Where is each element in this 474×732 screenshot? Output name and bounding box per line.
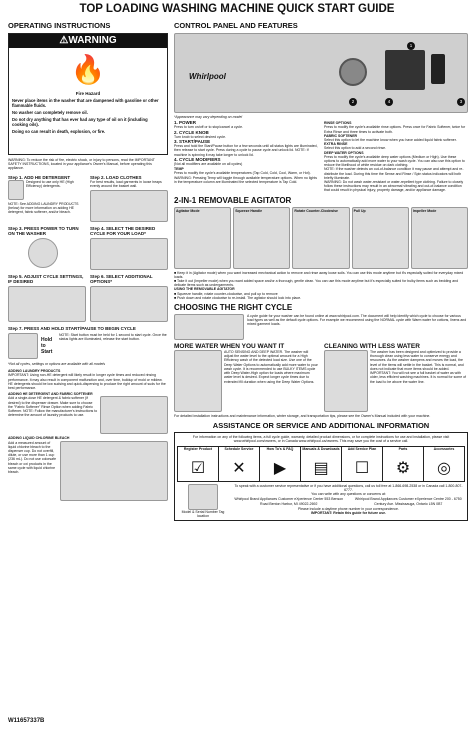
removable-agitator-heading: USING THE REMOVABLE AGITATOR (174, 287, 235, 292)
contact-section (177, 484, 465, 518)
video-icon: ▶ (273, 459, 287, 477)
hold-to-start: Hold to Start (41, 337, 53, 356)
step-3 (8, 226, 86, 270)
warning-banner: ⚠WARNING (9, 34, 167, 48)
less-water-text: The washer has been designed and optimized to provide a thorough clean using less water to conserve energy and resources. As the washer dampens and moves the load, the level of the items will settle in the basket. This is normal, and does not indicate that more items should be added. IMPORTANT: You will not see a full basket of water as with older, less efficient washing machines. It is normal for some of the load to be above the water line. (370, 350, 467, 384)
model-tag (177, 484, 229, 518)
feature-power-text: Press to turn on/off or to stop/cancel a cycle. (174, 125, 243, 130)
step-4 (90, 226, 168, 270)
step-6 (90, 274, 168, 322)
cycle-settings-image (8, 286, 86, 322)
contact-info (232, 484, 465, 518)
step-1-text: Designed to use only HE (High Efficiency) detergents. (26, 179, 74, 188)
remove-step-2-text: Push down and rotate clockwise to re-install. The agitator should lock into place. (177, 295, 302, 300)
agitator-steps (174, 207, 468, 269)
choose-cycle-heading: CHOOSING THE RIGHT CYCLE (174, 303, 293, 313)
operating-instructions-heading: OPERATING INSTRUCTIONS (8, 21, 111, 30)
register-icon: ☑ (190, 459, 206, 477)
temp-text: Press to modify the cycle's available temperatures (Tap Cold, Cold, Cool, Warm, or Hot). WARNING: Pressing Temp will toggle through available temperature options. When no lights in the temperature column are illuminated the selected temperature is Tap Cold. (174, 171, 317, 184)
remove-step-2: ■ Push down and rotate clockwise to re-install. The agitator should lock into place. (174, 295, 302, 300)
safety-warning-text: WARNING: To reduce the risk of fire, electric shock, or injury to persons, read the IMPORTANT SAFETY INSTRUCTIONS, located in your appliance's Owner's Manual, before operating this appliance. (8, 158, 155, 171)
temp-heading: TEMP (174, 167, 184, 172)
laundry-note: NOTE: See ADDING LAUNDRY PRODUCTS (below) for more information on adding HE detergent, fabric softener, and/or bleach. (8, 201, 79, 215)
panel-note: *Appearance may vary depending on model (174, 115, 243, 119)
feature-cycle-knob-text: Turn knob to select desired cycle. (174, 134, 227, 139)
step-4-title: Step 4. SELECT THE DESIRED CYCLE FOR YOUR LOAD* (90, 226, 156, 237)
footnote: *Not all cycles, settings or options are available with all models (8, 362, 106, 367)
service-grid (177, 446, 465, 482)
options-image (90, 286, 168, 322)
agitator-col-label: Squeeze Handle (235, 208, 263, 213)
agitator-step-1 (174, 207, 231, 269)
detergent-text: Add a single-dose HE detergent & fabric softener (if desired) to the dispenser drawer. Make sure to choose the "Fabric Softener" Rinse Option when adding Fabric Softener. NOTE: Follow the manufacturer's instructions to determine the amount of laundry products to use. (8, 396, 98, 418)
features (174, 121, 468, 192)
steps-row-1 (8, 175, 168, 222)
washer-icon (188, 484, 218, 510)
register-product[interactable] (178, 447, 219, 481)
clothing-icons (174, 314, 244, 340)
feature-start-pause: 3. START/PAUSE (174, 139, 211, 145)
model-tag-label: Model & Serial Number Tag location (181, 509, 225, 518)
step-7 (8, 333, 168, 359)
agitator-col-label: Agitator Mode (176, 208, 200, 213)
warning-label: WARNING (68, 35, 117, 46)
accessories[interactable] (424, 447, 464, 481)
page-title: TOP LOADING WASHING MACHINE QUICK START GUIDE (79, 3, 395, 15)
step-5 (8, 274, 86, 322)
basket-clothes-image (90, 190, 168, 222)
feature-cycle-knob: 2. CYCLE KNOB (174, 129, 209, 135)
callout-1: 1 (407, 42, 415, 50)
step-2 (90, 175, 168, 222)
schedule-service[interactable] (219, 447, 260, 481)
hose-icon: ◎ (437, 459, 451, 477)
write-text: You can write with any questions or concerns at: (311, 492, 386, 497)
water-sections (174, 343, 468, 412)
detergent-heading: ADDING HE DETERGENT AND FABRIC SOFTENER (8, 392, 93, 397)
warning-line-2: No washer can completely remove oil. (12, 110, 88, 116)
features-left (174, 121, 318, 192)
bleach-text: Add a measured amount of liquid chlorine bleach to the dispenser cup. Do not overfill, dilute, or use more than 1 cup (236 mL). Do not use colorsafe bleach or oxi products in the same cycle with liquid chlorine bleach. (8, 440, 57, 475)
more-water-text: AUTO SENSING AND DEEP WATER. The washer will adjust the water level to the optimal amount for a High Efficiency wash of the detected load size. Use one of the Deep Water Options to automatically add more water to your wash cycle. It is recommended to use BULKY ITEMS cycle with Deep Water-High option for loads where maximum water level is desired. Expect longer cycle times due to extended fill duration when using the Deep Water Options. (224, 350, 318, 384)
agitator-step-2 (233, 207, 290, 269)
callout-2: 2 (349, 98, 357, 106)
register-product-label: Register Product (183, 446, 213, 451)
rinse-text: Press to modify the cycle's available rinse options. Press once for Fabric Softener, twice for Extra Rinse and three times to activate both. (324, 125, 466, 134)
tools-icon: ✕ (232, 459, 246, 477)
deep-water-text: Press to modify the cycle's available deep water options (Medium or High). Use these options to automatically add more water to your wash cycle. You can also use this option to reduce the likelihood of white residue on dark clothing. (324, 154, 465, 168)
canada-address: Whirlpool Brand Appliances Customer eXperience Centre 200 - 6750 Century Ave. Mississauga, Ontario L5N 0B7 (354, 497, 462, 506)
bleach-section (8, 441, 168, 501)
addresses (232, 497, 465, 505)
extra-rinse-text: Select this option to add a second rinse. (324, 146, 387, 151)
us-address: Whirlpool Brand Appliances Customer eXperience Center 553 Benson Road Benton Harbor, MI 49022-2692 (234, 497, 344, 506)
callout-3: 3 (457, 98, 465, 106)
parts[interactable] (383, 447, 424, 481)
more-water-heading: MORE WATER WHEN YOU WANT IT (174, 343, 285, 351)
how-tos-faq[interactable] (260, 447, 301, 481)
rinse-heading: RINSE OPTIONS (324, 121, 352, 126)
dispenser-image (100, 396, 168, 434)
agitator-col-label: Pull Up (353, 208, 366, 213)
fabric-softener-text: Select this option to let the machine know when you have added liquid fabric softener. (324, 138, 457, 143)
step-1 (8, 175, 86, 222)
less-water-body (324, 350, 468, 412)
control-panel-heading: CONTROL PANEL AND FEATURES (174, 21, 298, 30)
brand-logo: Whirlpool (189, 72, 226, 81)
choose-cycle-text: A cycle guide for your washer can be found online at www.whirlpool.com. The document will help identify which cycle to choose for various load types as well as the default cycle options. For example we recommend using the NORMAL cycle with Warm water for cottons, linens and mixed garment loads. (247, 314, 467, 327)
schedule-service-label: Schedule Service (224, 446, 254, 451)
assistance-heading: ASSISTANCE OR SERVICE AND ADDITIONAL INFORMATION (212, 421, 430, 431)
agitator-bullet-1: ■ Keep it in (Agitator mode) when you want increased mechanical action to remove and rinse away loose soils. You can use this mode anytime but it's especially suited for everyday mixed loads. (174, 270, 464, 279)
gear-icon: ⚙ (395, 459, 411, 477)
status-panel (385, 50, 425, 90)
retain-note: IMPORTANT: Retain this guide for future use. (311, 510, 386, 515)
cycle-knob-image (90, 238, 168, 270)
agitator-step-4 (352, 207, 409, 269)
step-7-text: NOTE: Start button must be held for 1 second to start cycle. Once the status lights are illuminated, release the start button. (58, 333, 167, 342)
agitator-heading: 2-IN-1 REMOVABLE AGITATOR (174, 195, 292, 205)
deep-water-image (174, 350, 222, 412)
fire-icon: 🔥 (70, 54, 106, 85)
power-button (431, 54, 445, 84)
assistance-text: For information on any of the following items, a full cycle guide, warranty, detailed product dimensions, or for complete instructions for use and installation, please visit www.whirlpool.com/owners, or in Canada www.whirlpool.ca/owners. This may save you the cost of a service call. (192, 435, 450, 444)
feature-modifiers: 4. CYCLE MODIFIERS (174, 156, 221, 162)
steps-row-2 (8, 226, 168, 270)
left-column (8, 22, 168, 501)
adding-products-text: IMPORTANT: Using non-HE detergent will likely result in longer cycle times and reduced rinsing performance. It may also result in component malfunction and, over time, buildup of mold or mildew. HE detergents should be low sudsing and quick-dispersing to produce the right amount of suds for the best performance. (8, 373, 166, 391)
agitator-step-3 (292, 207, 349, 269)
step-7-title: Step 7. PRESS AND HOLD START/PAUSE TO BEGIN CYCLE (8, 326, 136, 332)
step-5-title: Step 5. ADJUST CYCLE SETTINGS, IF DESIRED (8, 274, 84, 285)
less-water-section (324, 343, 468, 412)
manuals-downloads[interactable] (301, 447, 342, 481)
warning-line-1: Never place items in the washer that are dampened with gasoline or other flammable fluids. (12, 98, 159, 109)
model-number: W11657337B (8, 718, 45, 724)
step-1-body (8, 180, 86, 200)
contact-text: To speak with a customer service representative or if you have additional questions, call us toll free at 1-866-698-2538 or in Canada call 1-800-807-6777. (234, 483, 463, 492)
adding-products-heading: ADDING LAUNDRY PRODUCTS (8, 369, 61, 374)
feature-power: 1. POWER (174, 120, 197, 126)
fabric-softener-heading: FABRIC SOFTENER (324, 133, 358, 138)
how-tos-label: How To's & FAQ (266, 446, 294, 451)
more-water-section (174, 343, 318, 412)
manuals-label: Manuals & Downloads (302, 446, 340, 451)
service-plan-label: Add Service Plan (347, 446, 377, 451)
remove-step-1-text: Squeeze handle, rotate counter-clockwise, and pull up to remove (177, 291, 278, 296)
parts-label: Parts (398, 446, 408, 451)
power-button-image (28, 238, 58, 268)
warning-line-4: Doing so can result in death, explosion, or fire. (12, 129, 106, 135)
manual-icon: ▤ (313, 459, 329, 477)
feature-start-pause-text: Press and hold the Start/Pause button for a few seconds until all status lights are illuminated, then release to start cycle. Press during a cycle to pause cycle and unlock lid. NOTE: If machine is spinning it may take longer to unlock lid. (174, 144, 318, 157)
right-column (174, 22, 468, 521)
bleach-heading: ADDING LIQUID CHLORINE BLEACH (8, 436, 70, 441)
bleach-dispenser-image (60, 441, 168, 501)
detergent-section (8, 396, 168, 434)
daytime-note: Please include a daytime phone number in your correspondence. (298, 506, 399, 511)
extra-rinse-heading: EXTRA RINSE (324, 142, 348, 147)
features-right (324, 121, 468, 192)
deep-water-warning: WARNING: Do not wash water-resistant or water-repellent type clothing. Failure to closely follow these instructions may result in an abnormal vibrating and out-of-balance condition that could result in physical injury, property damage, and/or appliance damage. (324, 180, 464, 193)
deep-water-note: NOTE: If the washer detects an out-of-balance condition it may pause and attempt and re-distribute the load. During this time the Sense and Rinse / Spin status indicators will both briefly illuminate. (324, 167, 464, 180)
step-6-title: Step 6. SELECT ADDITIONAL OPTIONS* (90, 274, 153, 285)
agitator-bullet-2-text: Take it out (Impeller mode) when you want added space and/or a thorough, gentle clean. You can use this mode anytime but it's especially suited for bulky items such as bedding and delicate items such as undergarments. (174, 279, 459, 288)
add-service-plan[interactable] (342, 447, 383, 481)
plan-icon: ☐ (354, 459, 370, 477)
less-water-heading: CLEANING WITH LESS WATER (324, 343, 420, 351)
step-2-text: For best results, load garments in loose heaps evenly around the basket wall. (90, 179, 162, 188)
fire-hazard: Fire Hazard (75, 91, 101, 96)
hand-press-image (8, 333, 38, 359)
assistance-box (174, 432, 468, 521)
step-1-title: Step 1. ADD HE DETERGENT (8, 174, 71, 180)
step-3-title: Step 3. PRESS POWER TO TURN ON THE WASHER (8, 226, 79, 237)
agitator-col-label: Rotate Counter-Clockwise (294, 208, 338, 213)
steps-row-3 (8, 274, 168, 322)
warning-box (8, 33, 168, 155)
detail-note: For detailed installation instructions and maintenance information, winter storage, and transportation tips, please see the Owner's Manual included with your machine. (174, 414, 431, 419)
deep-water-heading: DEEP WATER OPTIONS (324, 150, 364, 155)
feature-modifiers-text: (Not all modifiers are available on all cycles) (174, 162, 243, 167)
cycle-knob (339, 58, 367, 86)
detergent-icon (8, 180, 24, 200)
agitator-col-label: Impeller Mode (412, 208, 437, 213)
callout-4: 4 (385, 98, 393, 106)
more-water-body (174, 350, 318, 412)
accessories-label: Accessories (433, 446, 455, 451)
remove-step-1: ■ Squeeze handle, rotate counter-clockwise, and pull up to remove (174, 291, 278, 296)
agitator-bullet-1-text: Keep it in (Agitator mode) when you want increased mechanical action to remove and rinse away loose soils. You can use this mode anytime but it's especially suited for everyday mixed loads. (174, 270, 464, 279)
control-panel-image (174, 33, 468, 113)
choose-cycle (174, 314, 468, 340)
warning-line-3: Do not dry anything that has ever had any type of oil on it (including cooking oils). (12, 117, 148, 128)
agitator-step-5 (411, 207, 468, 269)
agitator-bullet-2: ■ Take it out (Impeller mode) when you want added space and/or a thorough, gentle clean. You can use this mode anytime but it's especially suited for bulky items such as bedding and delicate items such as undergarments. (174, 279, 459, 288)
less-water-image (324, 350, 368, 412)
step-2-title: Step 2. LOAD CLOTHES (90, 174, 142, 180)
